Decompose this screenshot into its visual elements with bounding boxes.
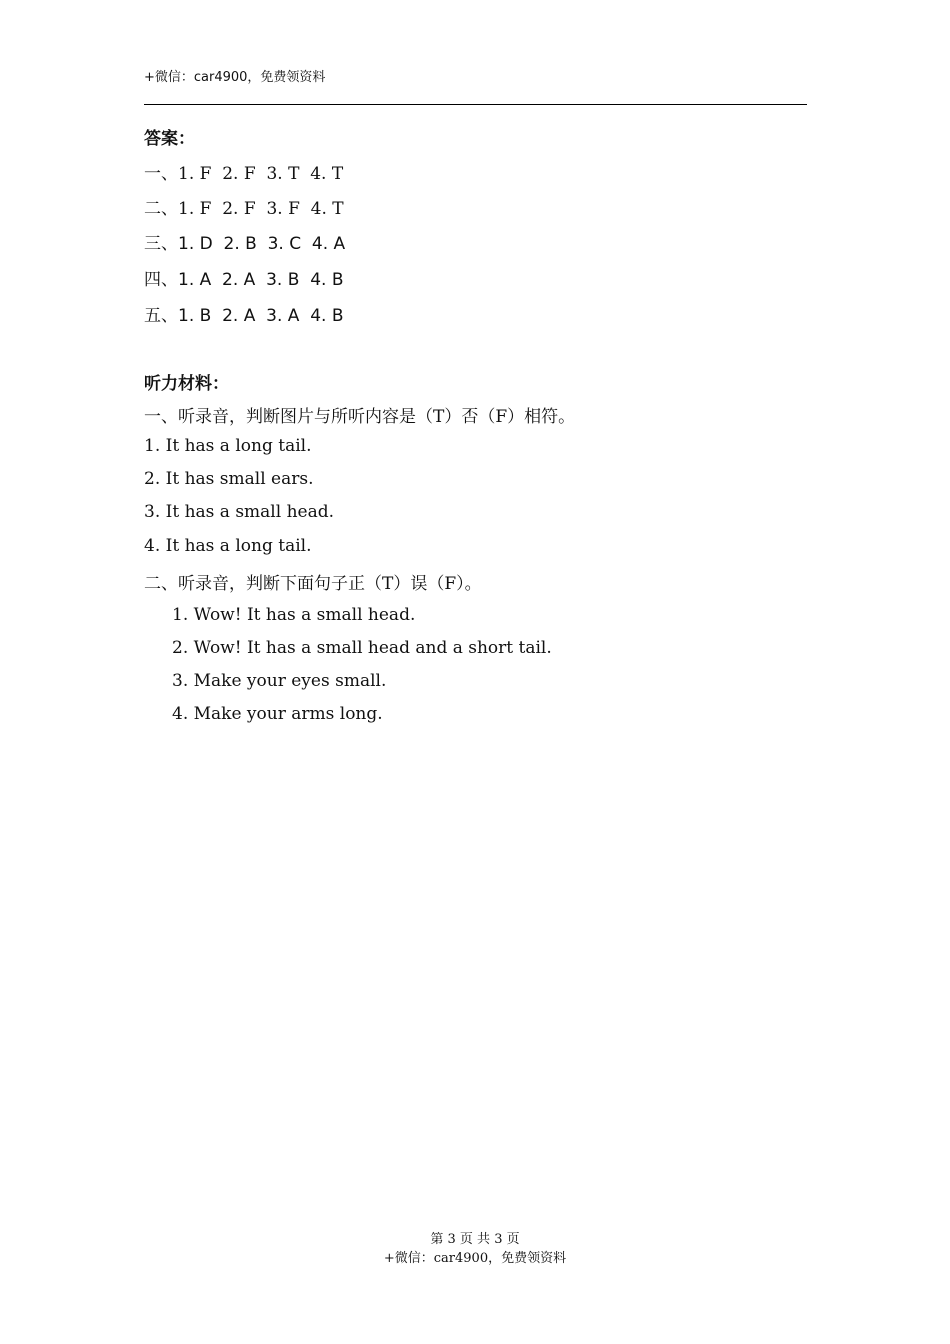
list-item: 3. It has a small head. <box>144 502 335 522</box>
header-text: +微信：car4900，免费领资料 <box>144 70 326 85</box>
listening-title: 听力材料： <box>144 374 229 394</box>
section-heading: 二、听录音，判断下面句子正（T）误（F）。 <box>144 574 482 594</box>
answer-row-prefix: 一、 <box>144 164 178 184</box>
answer-row-items: 1. F 2. F 3. T 4. T <box>178 164 344 184</box>
section-heading: 一、听录音，判断图片与所听内容是（T）否（F）相符。 <box>144 407 576 427</box>
list-item: 1. Wow! It has a small head. <box>172 605 416 625</box>
list-item: 1. It has a long tail. <box>144 436 312 456</box>
answer-row <box>144 301 344 326</box>
answer-row-items: 1. B 2. A 3. A 4. B <box>178 306 344 326</box>
answer-row-items: 1. D 2. B 3. C 4. A <box>178 234 346 254</box>
answer-row <box>144 194 344 219</box>
list-item: 3. Make your eyes small. <box>172 671 387 691</box>
answer-row <box>144 265 344 290</box>
answer-row-prefix: 三、 <box>144 234 178 254</box>
list-item: 4. It has a long tail. <box>144 536 312 556</box>
list-item: 2. It has small ears. <box>144 469 314 489</box>
answer-row-items: 1. A 2. A 3. B 4. B <box>178 270 344 290</box>
answer-row-prefix: 五、 <box>144 306 178 326</box>
footer-text: +微信：car4900，免费领资料 <box>383 1251 567 1266</box>
answers-title: 答案： <box>144 129 195 149</box>
answer-row-prefix: 二、 <box>144 199 178 219</box>
page-number: 第 3 页 共 3 页 <box>430 1232 520 1247</box>
answer-row-prefix: 四、 <box>144 270 178 290</box>
list-item: 2. Wow! It has a small head and a short tail. <box>172 638 552 658</box>
header-divider <box>144 104 807 105</box>
answer-row <box>144 159 343 184</box>
list-item: 4. Make your arms long. <box>172 704 383 724</box>
answer-row-items: 1. F 2. F 3. F 4. T <box>178 199 344 219</box>
answer-row <box>144 229 345 254</box>
